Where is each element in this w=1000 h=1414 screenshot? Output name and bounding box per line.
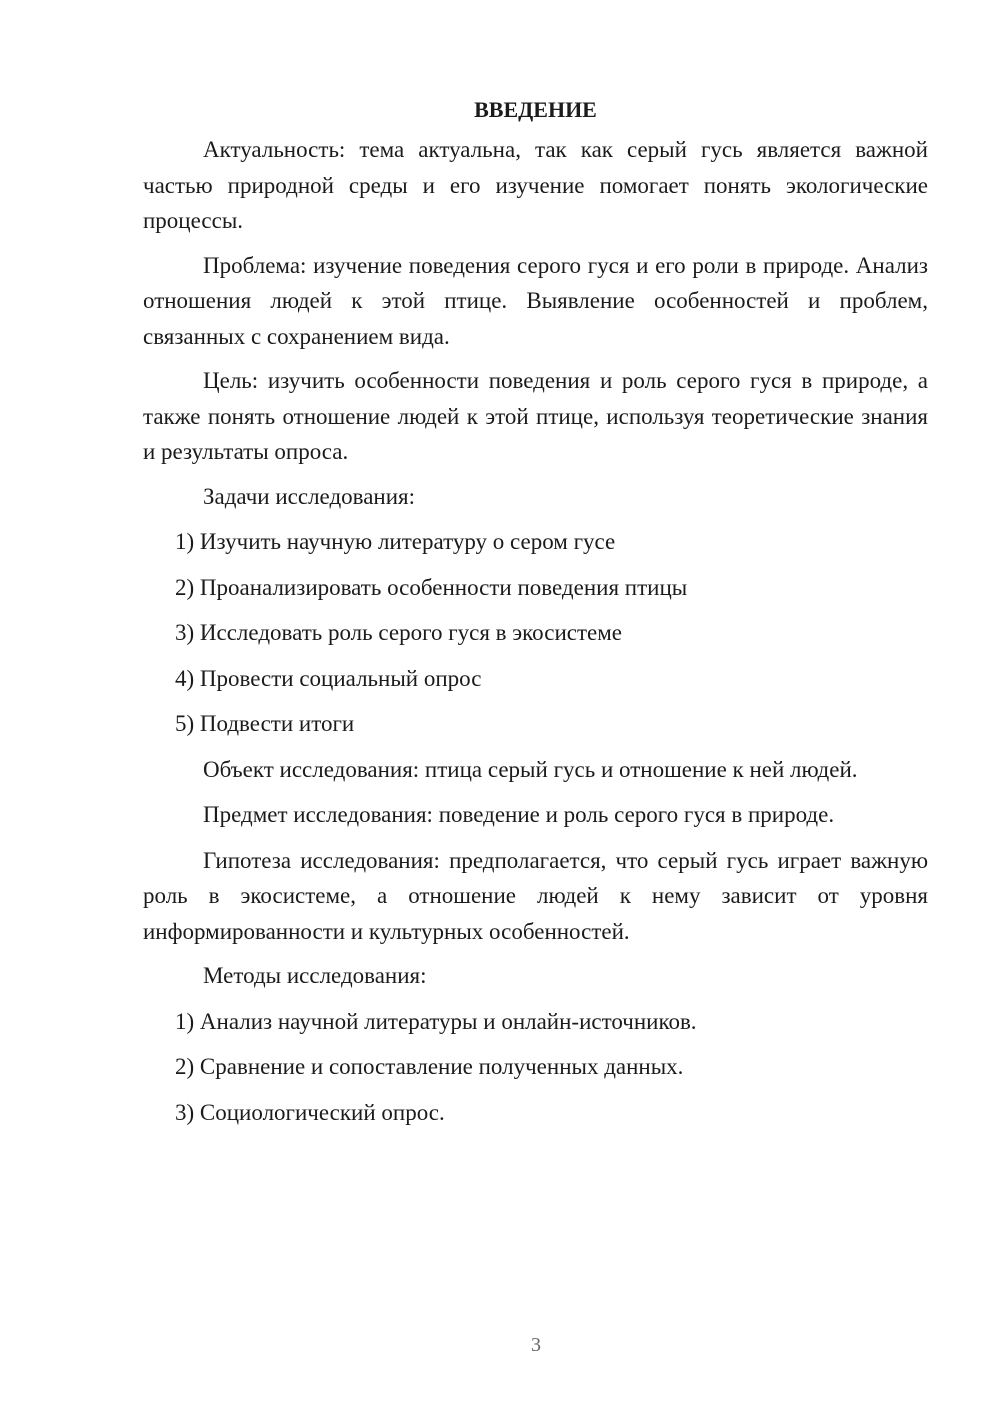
page-content	[143, 92, 928, 1140]
task-item: 5) Подвести итоги	[175, 711, 355, 736]
method-item: 2) Сравнение и сопоставление полученных данных.	[175, 1054, 684, 1079]
task-item: 3) Исследовать роль серого гуся в экосистеме	[175, 620, 622, 645]
method-item: 3) Социологический опрос.	[175, 1099, 445, 1125]
method-item: 1) Анализ научной литературы и онлайн-источников.	[175, 1008, 697, 1034]
problem-paragraph: Проблема: изучение поведения серого гуся и его роли в природе. Анализ отношения людей к этой птице. Выявление особенностей и проблем, связанных с сохранением вида.	[143, 252, 928, 349]
object-paragraph: Объект исследования: птица серый гусь и отношение к ней людей.	[203, 756, 858, 782]
goal-paragraph: Цель: изучить особенности поведения и роль серого гуся в природе, а также понять отношение людей к этой птице, используя теоретические знания и результаты опроса.	[143, 368, 928, 464]
tasks-heading: Задачи исследования:	[203, 483, 416, 509]
relevance-paragraph: Актуальность: тема актуальна, так как серый гусь является важной частью природной среды и его изучение помогает понять экологические процессы.	[143, 137, 928, 233]
task-item: 4) Провести социальный опрос	[175, 665, 482, 691]
page-number: 3	[531, 1334, 541, 1356]
subject-paragraph: Предмет исследования: поведение и роль серого гуся в природе.	[203, 802, 835, 827]
task-item: 1) Изучить научную литературу о сером гусе	[175, 529, 616, 554]
hypothesis-paragraph: Гипотеза исследования: предполагается, что серый гусь играет важную роль в экосистеме, а отношение людей к нему зависит от уровня информированности и культурных особенностей.	[143, 847, 928, 944]
section-title: ВВЕДЕНИЕ	[474, 97, 597, 122]
task-item: 2) Проанализировать особенности поведения птицы	[175, 574, 688, 600]
methods-heading: Методы исследования:	[203, 963, 427, 988]
